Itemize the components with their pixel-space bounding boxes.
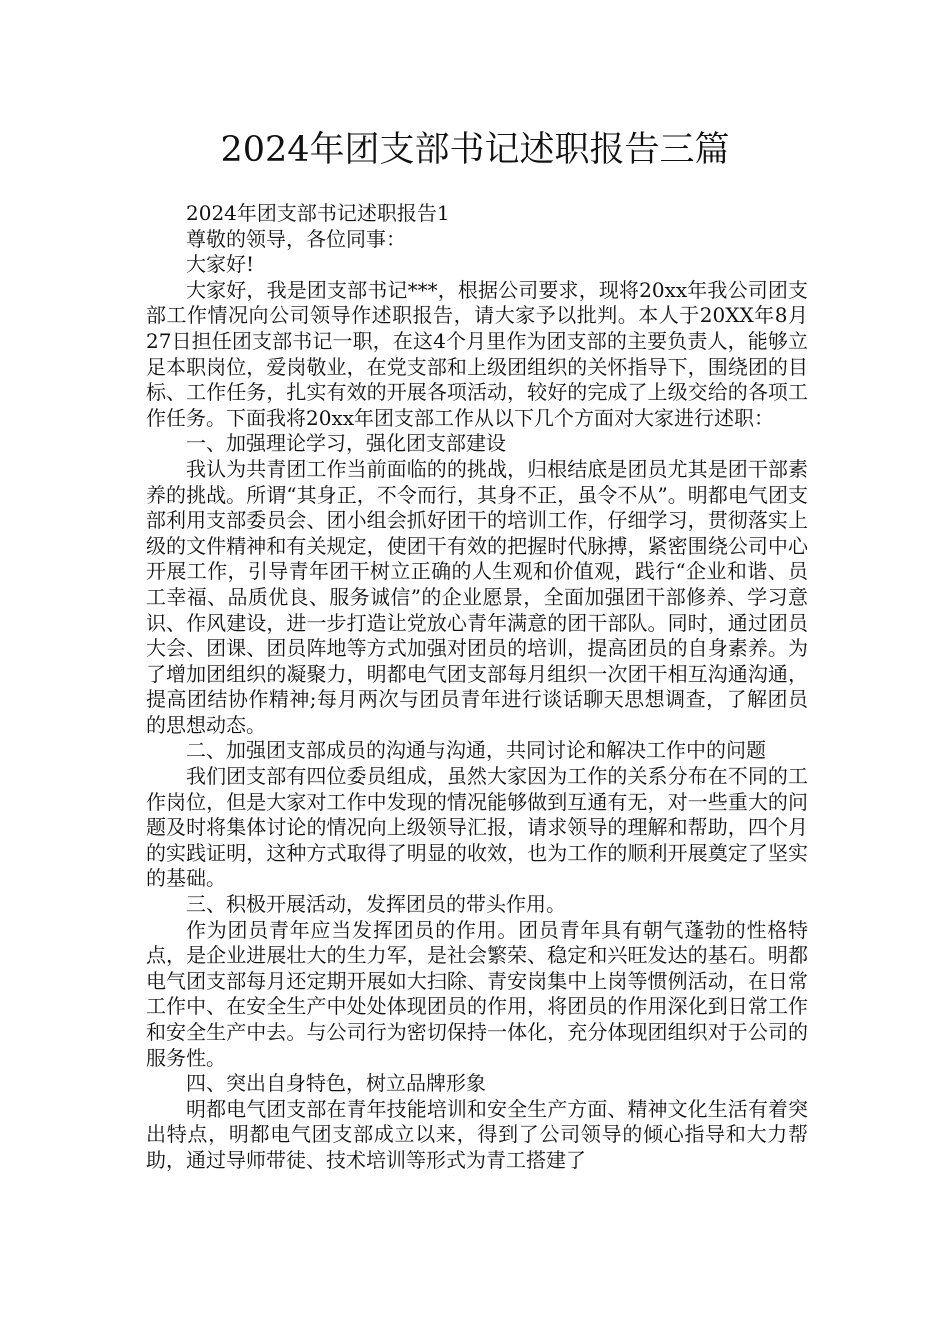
section-heading-3: 三、积极开展活动，发挥团员的带头作用。 <box>186 892 566 917</box>
section-paragraph-1: 我认为共青团工作当前面临的的挑战，归根结底是团员尤其是团干部素养的挑战。所谓“其身正，不令而行，其身不正，虽令不从”。明都电气团支部利用支部委员会、团小组会抓好团干的培训工作，仔细学习，贯彻落实上级的文件精神和有关规定，使团干有效的把握时代脉搏，紧密围绕公司中心开展工作，引导青年团干树立正确的人生观和价值观，践行“企业和谐、员工幸福、品质优良、服务诚信”的企业愿景，全面加强团干部修养、学习意识、作风建设，进一步打造让党放心青年满意的团干部队。同时，通过团员大会、团课、团员阵地等方式加强对团员的培训，提高团员的自身素养。为了增加团组织的凝聚力，明都电气团支部每月组织一次团干相互沟通沟通，提高团结协作精神;每月两次与团员青年进行谈话聊天思想调查，了解团员的思想动态。 <box>146 456 808 737</box>
page-title: 2024年团支部书记述职报告三篇 <box>220 130 730 170</box>
intro-paragraph: 大家好，我是团支部书记***，根据公司要求，现将20xx年我公司团支部工作情况向公司领导作述职报告，请大家予以批判。本人于20XX年8月27日担任团支部书记一职，在这4个月里作为团支部的主要负责人，能够立足本职岗位，爱岗敬业，在党支部和上级团组织的关怀指导下，围绕团的目标、工作任务，扎实有效的开展各项活动，较好的完成了上级交给的各项工作任务。下面我将20xx年团支部工作从以下几个方面对大家进行述职： <box>146 277 808 430</box>
greeting: 大家好! <box>186 252 255 277</box>
report-subtitle: 2024年团支部书记述职报告1 <box>186 201 450 225</box>
section-paragraph-4: 明都电气团支部在青年技能培训和安全生产方面、精神文化生活有着突出特点，明都电气团支部成立以来，得到了公司领导的倾心指导和大力帮助，通过导师带徒、技术培训等形式为青工搭建了 <box>146 1096 808 1172</box>
section-paragraph-2: 我们团支部有四位委员组成，虽然大家因为工作的关系分布在不同的工作岗位，但是大家对工作中发现的情况能够做到互通有无，对一些重大的问题及时将集体讨论的情况向上级领导汇报，请求领导的理解和帮助，四个月的实践证明，这种方式取得了明显的收效，也为工作的顺利开展奠定了坚实的基础。 <box>146 764 808 891</box>
section-paragraph-3: 作为团员青年应当发挥团员的作用。团员青年具有朝气蓬勃的性格特点，是企业进展壮大的生力军，是社会繁荣、稳定和兴旺发达的基石。明都电气团支部每月还定期开展如大扫除、青安岗集中上岗等惯例活动，在日常工作中、在安全生产中处处体现团员的作用，将团员的作用深化到日常工作和安全生产中去。与公司行为密切保持一体化，充分体现团组织对于公司的服务性。 <box>146 917 808 1070</box>
document-body <box>146 201 808 1174</box>
salutation: 尊敬的领导，各位同事： <box>186 226 406 251</box>
section-heading-2: 二、加强团支部成员的沟通与沟通，共同讨论和解决工作中的问题 <box>186 738 766 763</box>
section-heading-1: 一、加强理论学习，强化团支部建设 <box>186 431 506 456</box>
section-heading-4: 四、突出自身特色，树立品牌形象 <box>186 1071 486 1096</box>
